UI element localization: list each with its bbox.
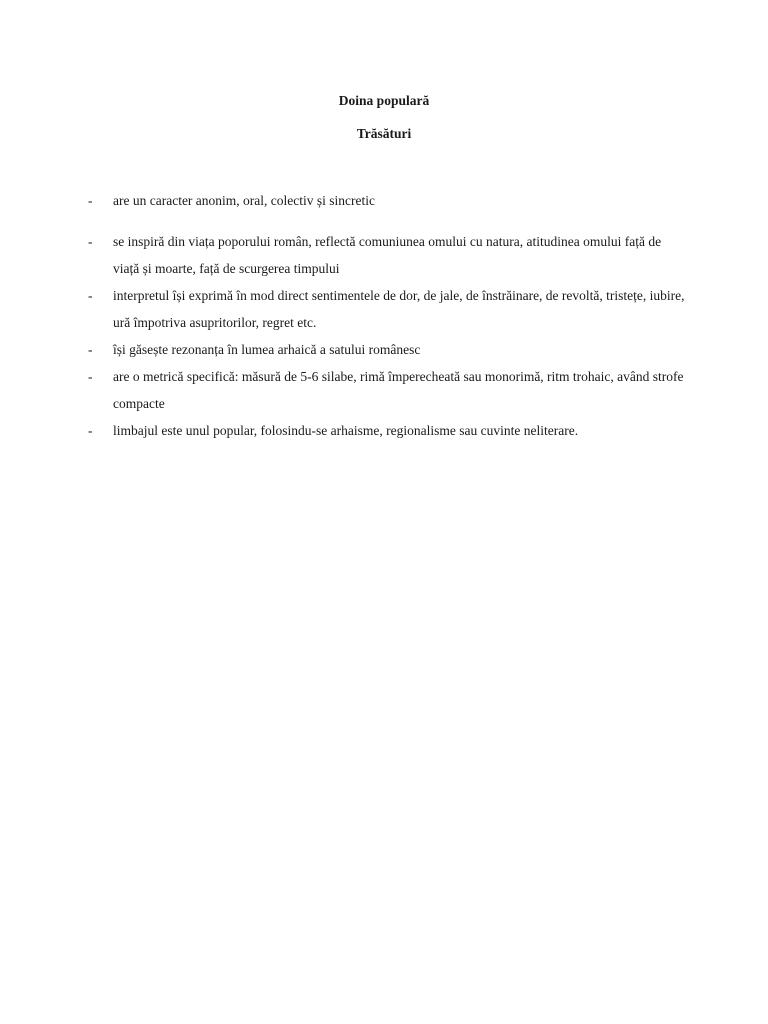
bullet-dash: - [88,234,93,249]
bullet-dash: - [88,288,93,303]
list-item [88,363,688,417]
bullet-dash: - [88,193,93,208]
list-item [88,417,688,444]
list-item-text: are un caracter anonim, oral, colectiv și sincretic [113,193,375,208]
list-item [88,336,688,363]
list-item-text: se inspiră din viața poporului român, reflectă comuniunea omului cu natura, atitudinea omului față de viață și moarte, față de scurgerea timpului [113,234,662,276]
list-item-text: interpretul își exprimă în mod direct sentimentele de dor, de jale, de înstrăinare, de revoltă, tristețe, iubire, ură împotriva asupritorilor, regret etc. [113,288,685,330]
document-subtitle: Trăsături [356,126,412,141]
bullet-dash: - [88,423,93,438]
bullet-dash: - [88,369,93,384]
list-item-text: are o metrică specifică: măsură de 5-6 silabe, rimă împerecheată sau monorimă, ritm trohaic, având strofe compacte [113,369,684,411]
traits-list [88,187,688,444]
bullet-dash: - [88,342,93,357]
list-item-text: își găsește rezonanța în lumea arhaică a satului românesc [113,342,421,357]
document-title: Doina populară [338,93,430,108]
list-item-text: limbajul este unul popular, folosindu-se arhaisme, regionalisme sau cuvinte neliterare. [113,423,579,438]
list-item [88,187,688,214]
list-item [88,228,688,282]
list-item [88,282,688,336]
